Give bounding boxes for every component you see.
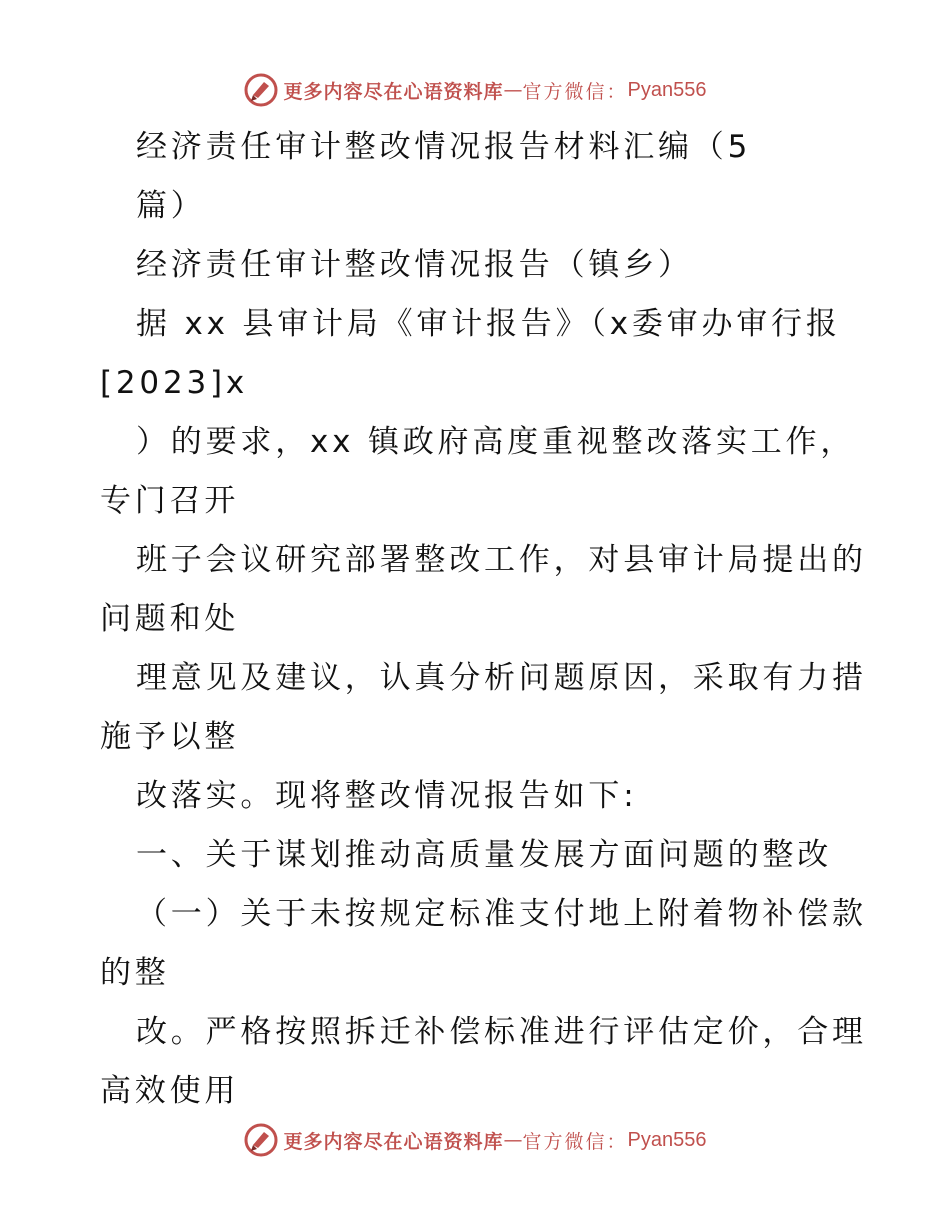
text-line: 改。严格按照拆迁补偿标准进行评估定价，合理 [136, 1014, 867, 1050]
text-line: （一）关于未按规定标准支付地上附着物补偿款 [136, 896, 867, 932]
text-line: [2023]x [100, 365, 249, 401]
header-watermark-banner [0, 70, 950, 110]
text-line: 问题和处 [100, 601, 240, 637]
subsection-heading: 一、关于谋划推动高质量发展方面问题的整改 [136, 837, 832, 873]
footer-watermark-banner [0, 1120, 950, 1160]
text-line: 的整 [100, 955, 170, 991]
text-line: 据 xx 县审计局《审计报告》（x委审办审行报 [136, 306, 841, 342]
banner-site-text: 更多内容尽在心语资料库 [283, 80, 504, 103]
banner-wechat-account: Pyan556 [627, 1128, 707, 1151]
brand-logo-icon [244, 1123, 278, 1157]
text-line: 施予以整 [100, 719, 240, 755]
text-line: 班子会议研究部署整改工作，对县审计局提出的 [136, 542, 867, 578]
document-title-line-1: 经济责任审计整改情况报告材料汇编（5 [136, 129, 752, 165]
document-body [100, 118, 867, 1121]
document-title-line-2: 篇） [136, 188, 206, 224]
text-line: 理意见及建议，认真分析问题原因，采取有力措 [136, 660, 867, 696]
section-heading: 经济责任审计整改情况报告（镇乡） [136, 247, 693, 283]
banner-wechat-account: Pyan556 [627, 78, 707, 101]
banner-separator: — [503, 79, 523, 101]
banner-wechat-label: 官方微信： [522, 80, 628, 103]
banner-site-text: 更多内容尽在心语资料库 [283, 1130, 504, 1153]
text-line: ）的要求，xx 镇政府高度重视整改落实工作， [136, 424, 856, 460]
banner-wechat-label: 官方微信： [522, 1130, 628, 1153]
text-line: 专门召开 [100, 483, 240, 519]
banner-separator: — [503, 1129, 523, 1151]
text-line: 高效使用 [100, 1073, 240, 1109]
text-line: 改落实。现将整改情况报告如下: [136, 778, 638, 814]
brand-logo-icon [244, 73, 278, 107]
